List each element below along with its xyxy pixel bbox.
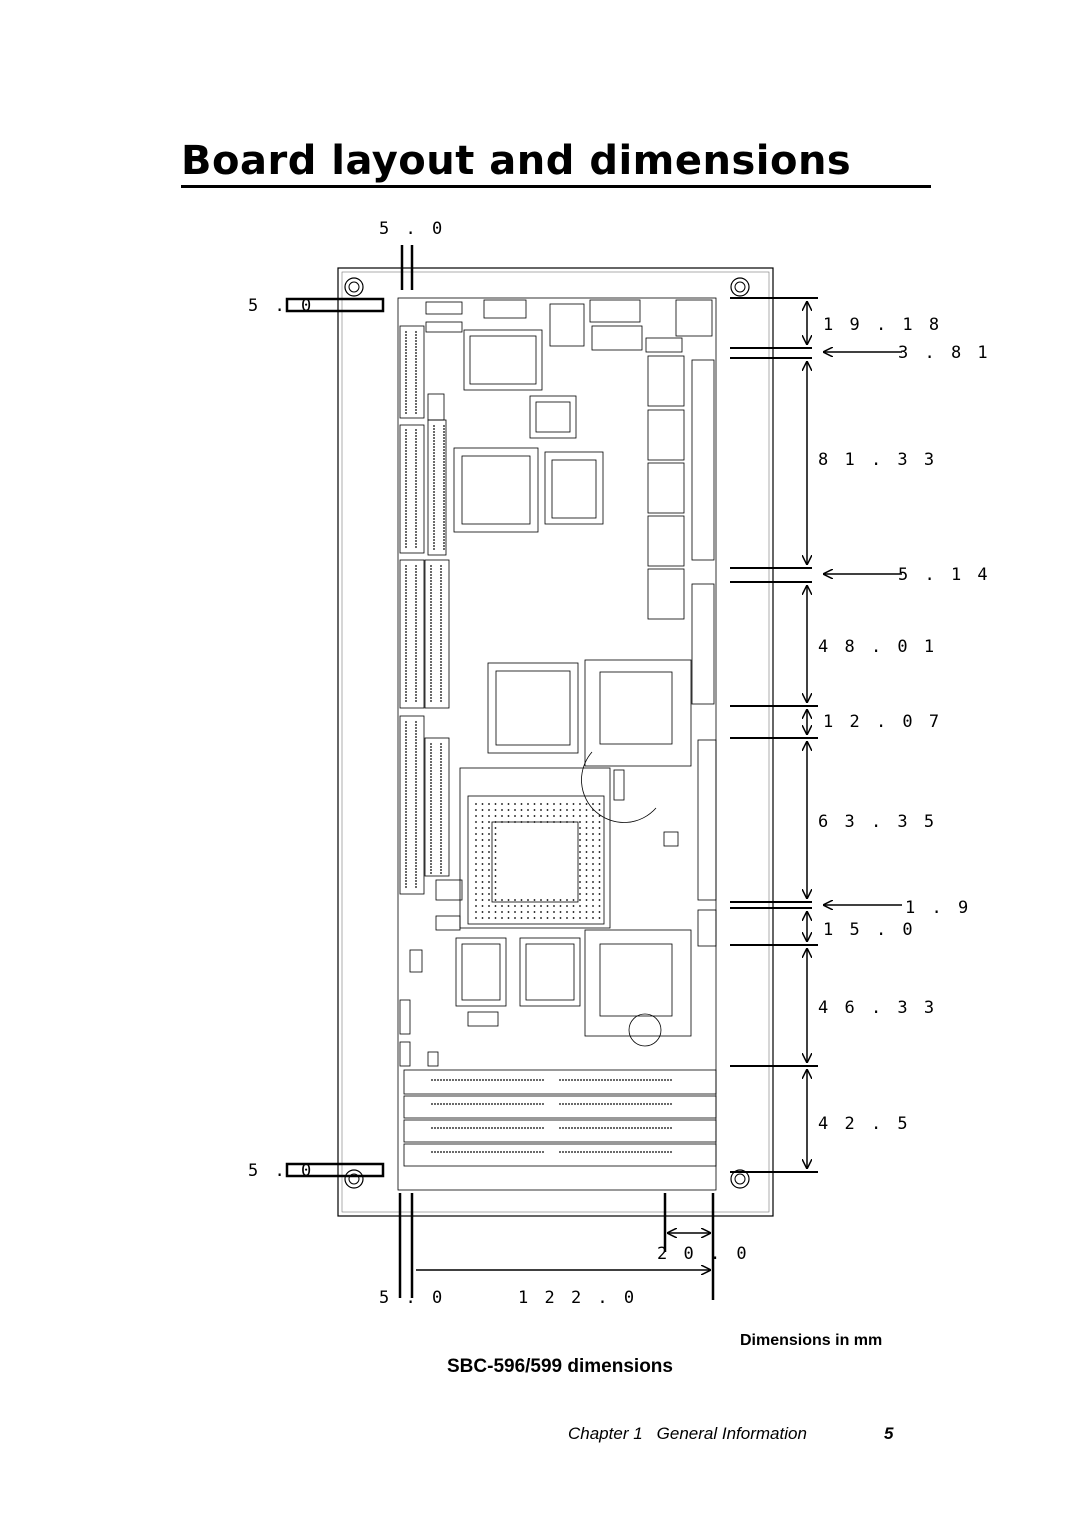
dim-right-514: 5 . 1 4 bbox=[898, 565, 991, 585]
page-number: 5 bbox=[884, 1424, 894, 1443]
dim-right-4633: 4 6 . 3 3 bbox=[818, 998, 938, 1018]
dim-left-top-offset: 5 . 0 bbox=[248, 296, 315, 316]
dim-overall-width: 1 2 2 . 0 bbox=[518, 1288, 638, 1308]
dim-right-381: 3 . 8 1 bbox=[898, 343, 991, 363]
dim-right-150: 1 5 . 0 bbox=[823, 920, 916, 940]
dim-right-8133: 8 1 . 3 3 bbox=[818, 450, 938, 470]
page-title: Board layout and dimensions bbox=[181, 138, 852, 184]
page-footer bbox=[568, 1424, 807, 1444]
board-outline bbox=[338, 268, 773, 1216]
footer-section: General Information bbox=[656, 1424, 807, 1443]
dim-right-4801: 4 8 . 0 1 bbox=[818, 637, 938, 657]
dim-top-offset: 5 . 0 bbox=[379, 219, 446, 239]
dim-bottom-left-offset: 5 . 0 bbox=[379, 1288, 446, 1308]
dim-right-19: 1 . 9 bbox=[905, 898, 972, 918]
dim-right-1207: 1 2 . 0 7 bbox=[823, 712, 943, 732]
dim-left-bottom-offset: 5 . 0 bbox=[248, 1161, 315, 1181]
figure-caption: SBC-596/599 dimensions bbox=[447, 1356, 673, 1377]
units-note: Dimensions in mm bbox=[740, 1332, 883, 1349]
mounting-holes bbox=[345, 278, 749, 1188]
dim-connector-width: 2 0 . 0 bbox=[657, 1244, 750, 1264]
footer-chapter: Chapter 1 bbox=[568, 1424, 643, 1443]
dim-right-1918: 1 9 . 1 8 bbox=[823, 315, 943, 335]
pcb-area bbox=[398, 298, 716, 1190]
dim-right-6335: 6 3 . 3 5 bbox=[818, 812, 938, 832]
dim-right-425: 4 2 . 5 bbox=[818, 1114, 911, 1134]
pin-pattern bbox=[405, 331, 672, 1153]
